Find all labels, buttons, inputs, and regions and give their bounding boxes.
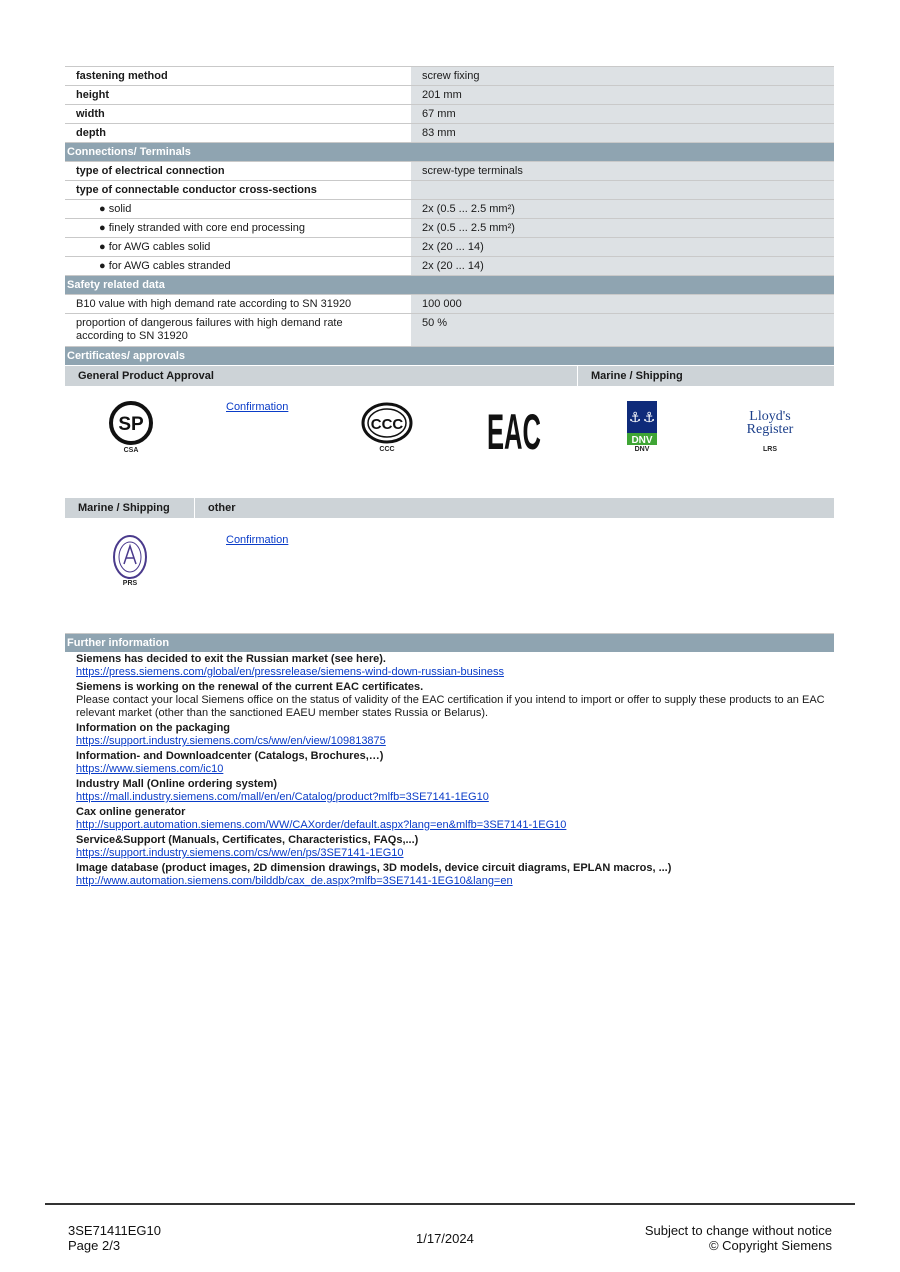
svg-text:⚓: ⚓	[628, 410, 642, 426]
info-link[interactable]: http://www.automation.siemens.com/bilddb/cax_de.aspx?mlfb=3SE7141-1EG10&lang=en	[76, 875, 513, 887]
ccc-icon	[360, 402, 414, 446]
spec-row-solid	[65, 199, 834, 218]
info-title: Information- and Downloadcenter (Catalogs, Brochures,…)	[76, 750, 384, 762]
spec-label: depth	[65, 124, 411, 142]
prs-logo	[110, 534, 150, 590]
spec-label: fastening method	[65, 67, 411, 85]
spec-label: ● solid	[65, 200, 411, 218]
spec-row-awg-stranded	[65, 256, 834, 275]
csa-logo	[105, 400, 157, 460]
spec-value: 2x (0.5 ... 2.5 mm²)	[411, 219, 834, 237]
confirmation-link-2[interactable]: Confirmation	[226, 534, 289, 546]
eac-logo	[486, 402, 542, 460]
spec-label: ● finely stranded with core end processing	[65, 219, 411, 237]
info-link[interactable]: https://support.industry.siemens.com/cs/ww/en/view/109813875	[76, 735, 386, 747]
cert-header-other: other	[194, 498, 834, 518]
spec-label: proportion of dangerous failures with high demand rate according to SN 31920	[65, 314, 411, 346]
info-title: Siemens has decided to exit the Russian market (see here).	[76, 653, 386, 665]
footer-divider	[45, 1203, 855, 1205]
csa-caption: CSA	[123, 447, 139, 454]
info-text: Please contact your local Siemens office on the status of validity of the EAC certification if you intend to import or offer to supply these products to an EAC relevant market (other than the sanctioned EAEU member states Russia or Belarus).	[76, 694, 825, 719]
info-title: Service&Support (Manuals, Certificates, Characteristics, FAQs,...)	[76, 834, 419, 846]
ccc-logo	[360, 402, 414, 458]
footer-product: 3SE71411EG10	[68, 1223, 161, 1238]
cert-header-marine-2: Marine / Shipping	[78, 502, 170, 514]
prs-caption: PRS	[122, 580, 138, 587]
info-title: Image database (product images, 2D dimension drawings, 3D models, device circuit diagrams, EPLAN macros, ...)	[76, 862, 672, 874]
spec-value: 50 %	[411, 314, 834, 346]
info-entry	[76, 778, 834, 804]
spec-row-proportion	[65, 313, 834, 346]
ccc-caption: CCC	[379, 446, 395, 453]
dnv-logo	[626, 400, 658, 458]
spec-row-awg-solid	[65, 237, 834, 256]
cert-header-row-2-wrap	[65, 497, 834, 518]
info-entry	[76, 806, 834, 832]
spec-value: 67 mm	[411, 105, 834, 123]
spec-label: ● for AWG cables stranded	[65, 257, 411, 275]
cert-header-general: General Product Approval	[78, 370, 214, 382]
cert-header-row-1	[65, 365, 834, 386]
info-link[interactable]: https://support.industry.siemens.com/cs/ww/en/ps/3SE7141-1EG10	[76, 847, 404, 859]
spec-value: screw-type terminals	[411, 162, 834, 180]
footer-notice: Subject to change without notice	[644, 1223, 832, 1238]
svg-text:⚓: ⚓	[642, 410, 656, 426]
lrs-icon	[744, 406, 796, 438]
spec-value: 2x (0.5 ... 2.5 mm²)	[411, 200, 834, 218]
spec-value: screw fixing	[411, 67, 834, 85]
spec-value: 83 mm	[411, 124, 834, 142]
lrs-logo	[744, 406, 796, 458]
footer-date: 1/17/2024	[416, 1231, 474, 1246]
eac-text: EAC	[487, 404, 541, 460]
spec-label: width	[65, 105, 411, 123]
info-entry	[76, 834, 834, 860]
info-entry	[76, 722, 834, 748]
spec-value: 2x (20 ... 14)	[411, 238, 834, 256]
info-link[interactable]: https://mall.industry.siemens.com/mall/en/en/Catalog/product?mlfb=3SE7141-1EG10	[76, 791, 489, 803]
spec-row-b10	[65, 294, 834, 313]
spec-label: type of electrical connection	[65, 162, 411, 180]
info-entry	[76, 862, 834, 888]
info-title: Information on the packaging	[76, 722, 231, 734]
info-link[interactable]: https://press.siemens.com/global/en/pressrelease/siemens-wind-down-russian-business	[76, 666, 504, 678]
info-title: Cax online generator	[76, 806, 186, 818]
footer-page: Page 2/3	[68, 1238, 121, 1253]
spec-label: height	[65, 86, 411, 104]
info-title: Industry Mall (Online ordering system)	[76, 778, 278, 790]
info-entry	[76, 681, 834, 720]
info-entry	[76, 653, 834, 679]
spec-row-finely-stranded	[65, 218, 834, 237]
spec-value: 2x (20 ... 14)	[411, 257, 834, 275]
csa-icon	[105, 400, 157, 448]
prs-icon	[110, 534, 150, 580]
section-header-safety: Safety related data	[65, 275, 834, 294]
eac-icon	[486, 402, 542, 460]
spec-value-empty	[411, 181, 834, 199]
spec-value: 201 mm	[411, 86, 834, 104]
dnv-caption: DNV	[634, 446, 650, 453]
spec-row-fastening	[65, 66, 834, 85]
spec-value: 100 000	[411, 295, 834, 313]
spec-row-width	[65, 104, 834, 123]
footer-copyright: © Copyright Siemens	[708, 1238, 832, 1253]
ccc-letters: CCC	[370, 416, 404, 433]
lrs-line1: Lloyd's	[749, 409, 791, 424]
further-info-list	[65, 653, 834, 888]
cert-header-marine: Marine / Shipping	[577, 366, 834, 386]
section-header-certificates: Certificates/ approvals	[65, 346, 834, 365]
lrs-caption: LRS	[763, 446, 777, 453]
section-header-further: Further information	[65, 633, 834, 652]
spec-label: B10 value with high demand rate according to SN 31920	[65, 295, 411, 313]
info-title: Siemens is working on the renewal of the current EAC certificates.	[76, 681, 424, 693]
spec-label: type of connectable conductor cross-sections	[65, 181, 411, 199]
info-entry	[76, 750, 834, 776]
section-header-connections: Connections/ Terminals	[65, 142, 834, 161]
dnv-badge-text: DNV	[631, 435, 653, 446]
spec-row-cross-sections	[65, 180, 834, 199]
info-link[interactable]: https://www.siemens.com/ic10	[76, 763, 224, 775]
spec-row-depth	[65, 123, 834, 142]
dnv-icon	[626, 400, 658, 446]
spec-label: ● for AWG cables solid	[65, 238, 411, 256]
info-link[interactable]: http://support.automation.siemens.com/WW/CAXorder/default.aspx?lang=en&mlfb=3SE7141-1EG10	[76, 819, 567, 831]
spec-table	[65, 66, 834, 386]
confirmation-link[interactable]: Confirmation	[226, 401, 289, 413]
svg-text:SP: SP	[118, 414, 144, 435]
cert-header-row-2	[65, 497, 834, 518]
spec-row-electrical-connection	[65, 161, 834, 180]
lrs-line2: Register	[746, 422, 794, 437]
further-information	[65, 633, 834, 890]
spec-row-height	[65, 85, 834, 104]
